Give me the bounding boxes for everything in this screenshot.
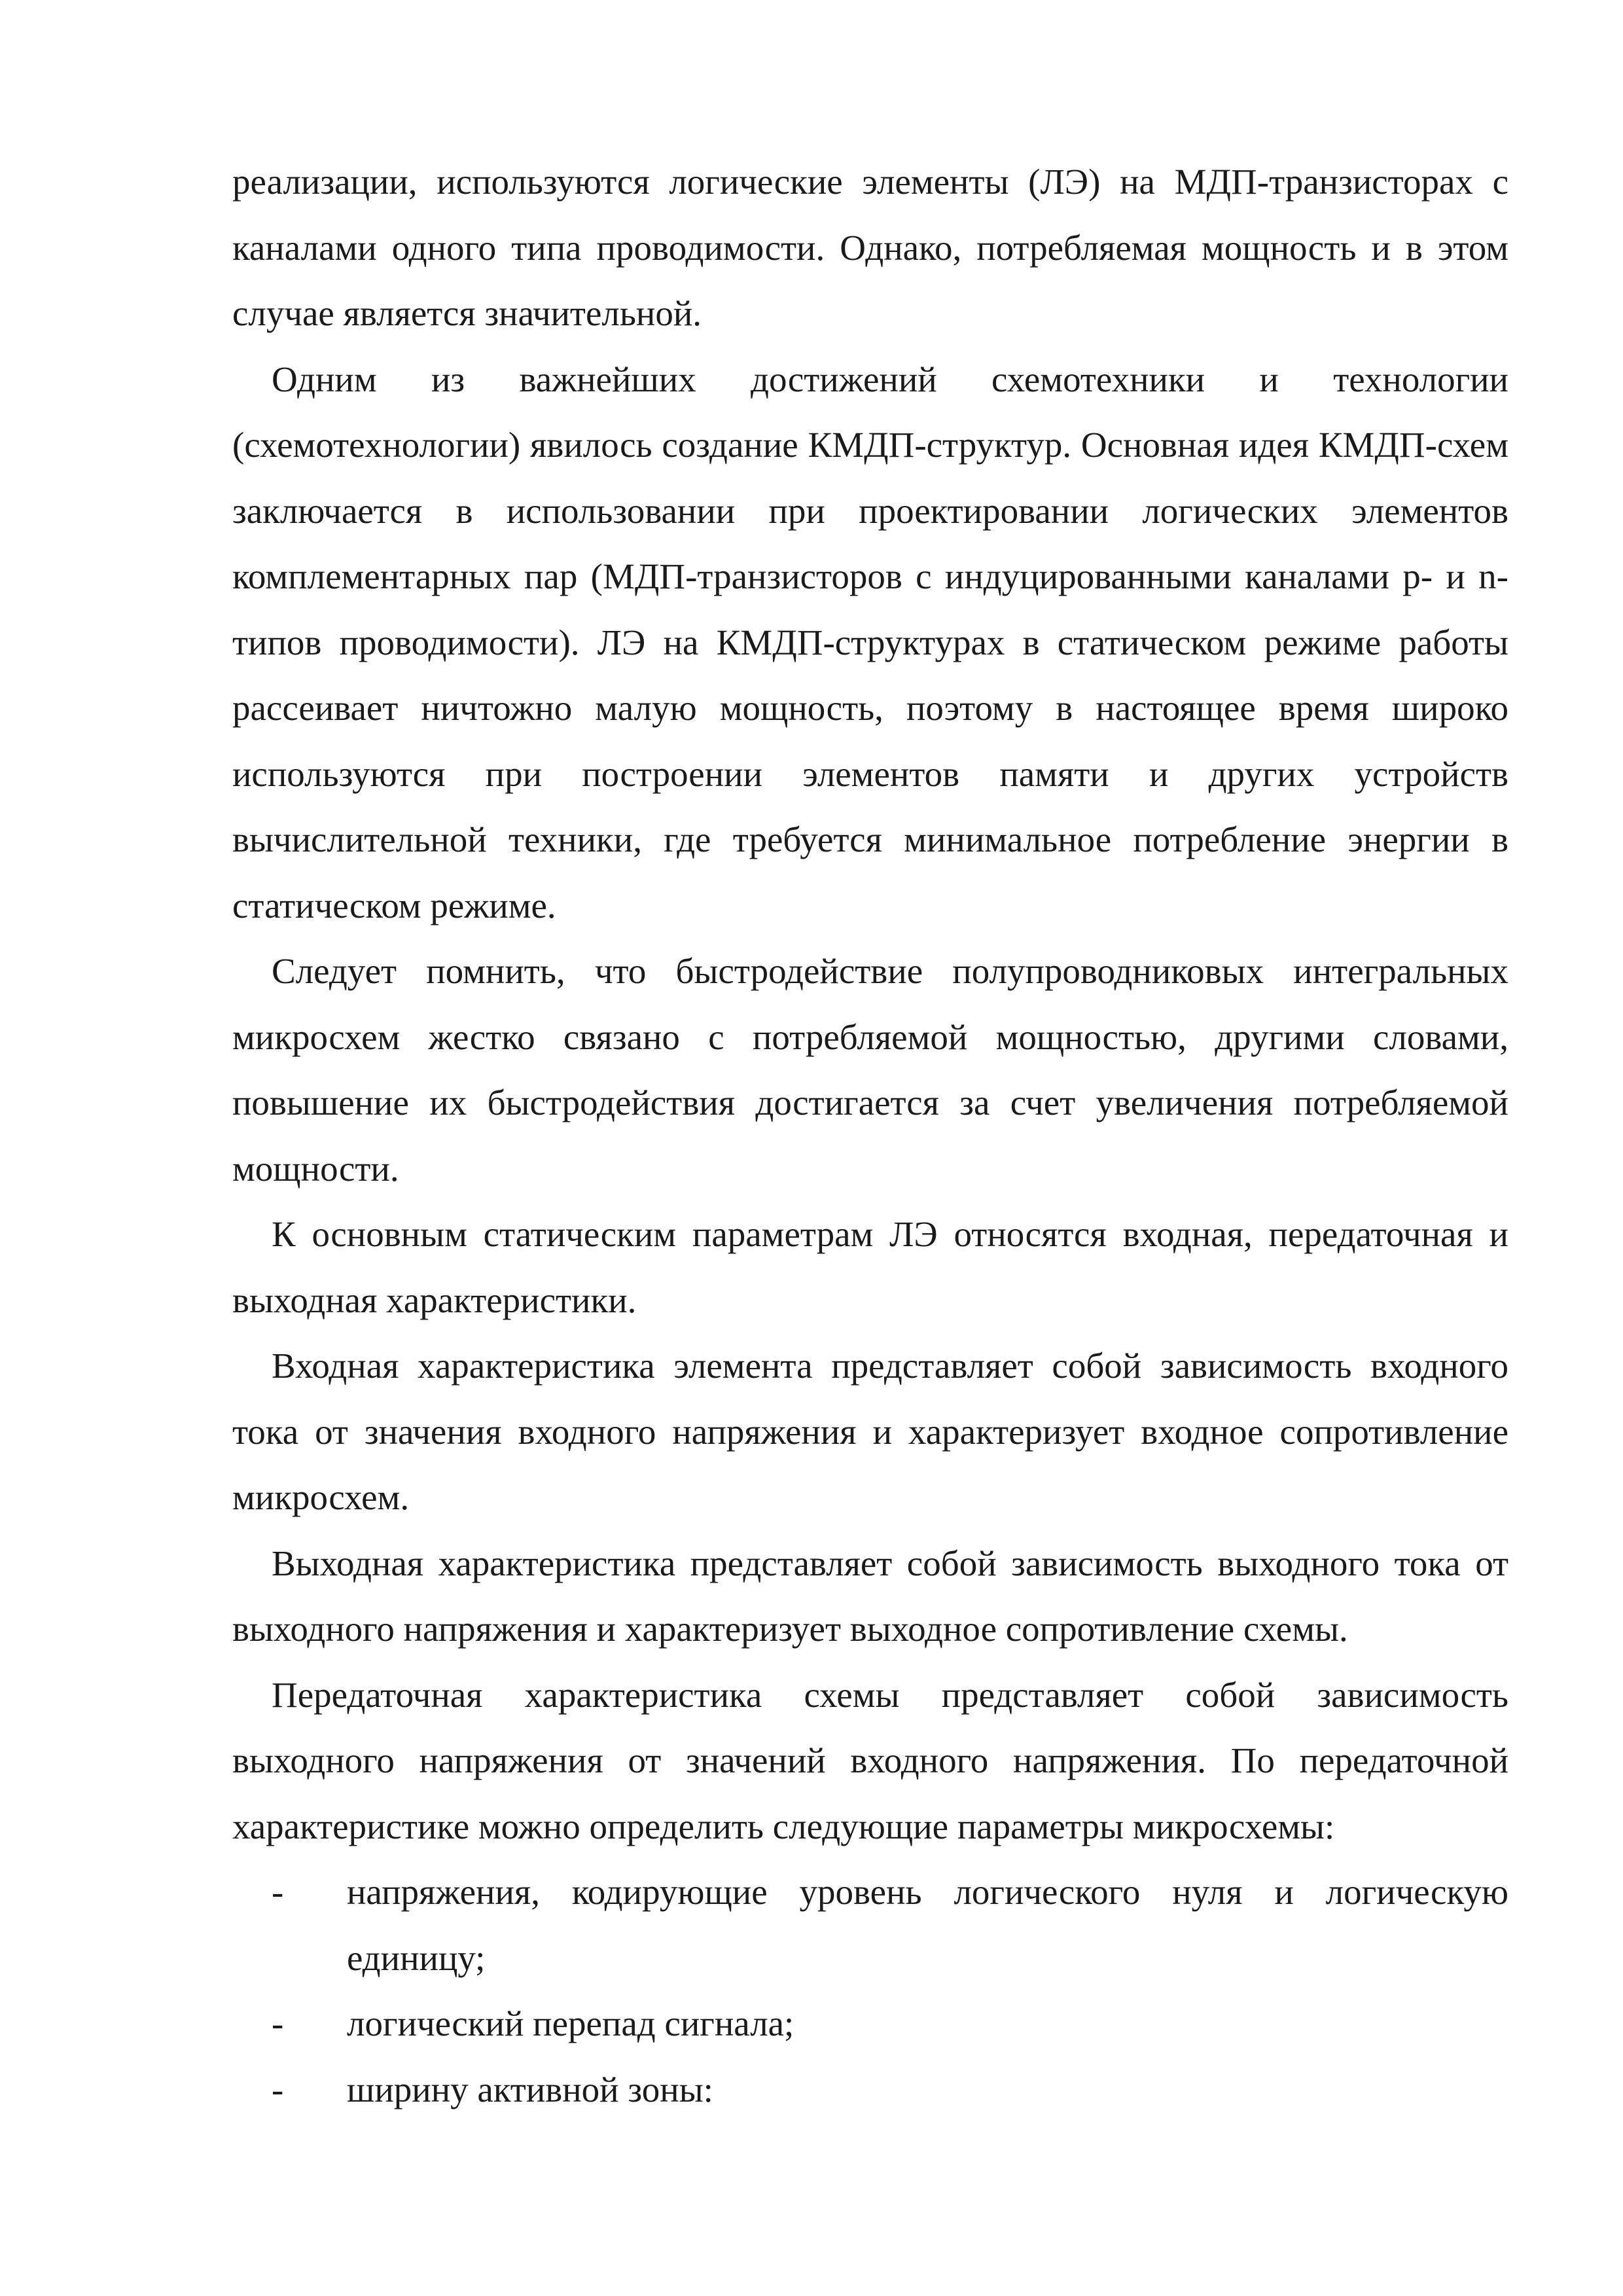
list-item [232, 1991, 1508, 2057]
paragraph-output-characteristic: Выходная характеристика представляет собой зависимость выходного тока от выходного напряжения и характеризует выходное сопротивление схемы. [232, 1543, 1508, 1649]
paragraph-static-parameters: К основным статическим параметрам ЛЭ относятся входная, передаточная и выходная характеристики. [232, 1214, 1508, 1320]
paragraph-continuation: реализации, используются логические элементы (ЛЭ) на МДП-транзисторах с каналами одного типа проводимости. Однако, потребляемая мощность и в этом случае является значительной. [232, 162, 1508, 333]
document-body [232, 149, 1508, 2123]
parameters-list [232, 1859, 1508, 2123]
list-item-text: ширину активной зоны: [347, 2069, 713, 2109]
list-item [232, 1859, 1508, 1991]
paragraph-speed-power: Следует помнить, что быстродействие полупроводниковых интегральных микросхем жестко связано с потребляемой мощностью, другими словами, повышение их быстродействия достигается за счет увеличения потребляемой мощности. [232, 951, 1508, 1189]
list-item [232, 2057, 1508, 2123]
paragraph-transfer-characteristic: Передаточная характеристика схемы представляет собой зависимость выходного напряжения от значений входного напряжения. По передаточной характеристике можно определить следующие параметры микросхемы: [232, 1674, 1508, 1846]
list-item-text: напряжения, кодирующие уровень логического нуля и логическую единицу; [347, 1872, 1508, 1978]
list-dash: - [272, 2003, 284, 2043]
list-dash: - [272, 1872, 284, 1912]
list-item-text: логический перепад сигнала; [347, 2003, 794, 2043]
paragraph-cmos-structures: Одним из важнейших достижений схемотехники и технологии (схемотехнологии) явилось создание КМДП-структур. Основная идея КМДП-схем заключается в использовании при проектировании логических элементов комплементарных пар (МДП-транзисторов с индуцированными каналами p- и n-типов проводимости). ЛЭ на КМДП-структурах в статическом режиме работы рассеивает ничтожно малую мощность, поэтому в настоящее время широко используются при построении элементов памяти и других устройств вычислительной техники, где требуется минимальное потребление энергии в статическом режиме. [232, 359, 1508, 925]
paragraph-input-characteristic: Входная характеристика элемента представляет собой зависимость входного тока от значения входного напряжения и характеризует входное сопротивление микросхем. [232, 1346, 1508, 1517]
list-dash: - [272, 2069, 284, 2109]
